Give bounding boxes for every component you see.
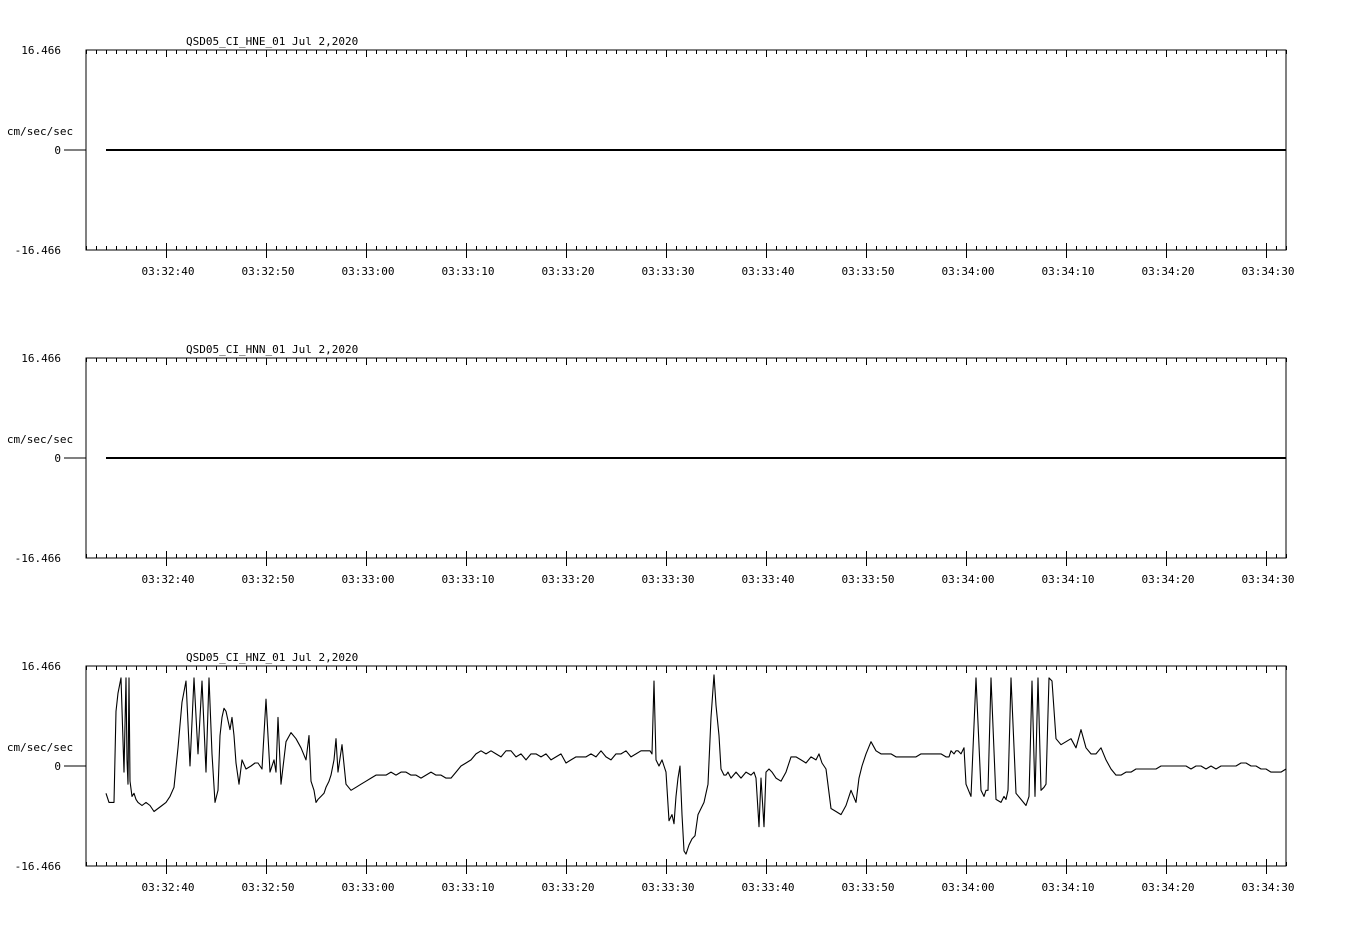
x-tick-label: 03:33:30 bbox=[641, 265, 695, 278]
x-tick-label: 03:34:00 bbox=[941, 265, 995, 278]
x-tick-label: 03:33:10 bbox=[441, 573, 495, 586]
y-tick-label: 16.466 bbox=[21, 660, 61, 673]
x-tick-label: 03:33:00 bbox=[341, 573, 395, 586]
x-tick-label: 03:33:40 bbox=[741, 881, 795, 894]
x-tick-label: 03:34:20 bbox=[1141, 573, 1195, 586]
x-tick-label: 03:34:30 bbox=[1241, 265, 1295, 278]
x-tick-label: 03:33:00 bbox=[341, 265, 395, 278]
x-tick-label: 03:33:20 bbox=[541, 881, 595, 894]
x-tick-label: 03:33:40 bbox=[741, 265, 795, 278]
panel-title: QSD05_CI_HNN_01 Jul 2,2020 bbox=[186, 343, 359, 356]
x-tick-label: 03:32:40 bbox=[141, 573, 195, 586]
x-tick-label: 03:32:50 bbox=[241, 573, 295, 586]
y-tick-label: -16.466 bbox=[14, 552, 61, 565]
y-axis-label: cm/sec/sec bbox=[6, 125, 74, 138]
x-tick-label: 03:34:10 bbox=[1041, 881, 1095, 894]
x-tick-label: 03:33:30 bbox=[641, 881, 695, 894]
y-tick-label: 0 bbox=[54, 452, 61, 465]
x-tick-label: 03:34:20 bbox=[1141, 881, 1195, 894]
y-axis-label: cm/sec/sec bbox=[6, 433, 74, 446]
y-tick-label: 16.466 bbox=[21, 352, 61, 365]
panel-title: QSD05_CI_HNZ_01 Jul 2,2020 bbox=[186, 651, 359, 664]
x-tick-label: 03:33:40 bbox=[741, 573, 795, 586]
x-tick-label: 03:33:00 bbox=[341, 881, 395, 894]
x-tick-label: 03:32:40 bbox=[141, 265, 195, 278]
y-tick-label: -16.466 bbox=[14, 244, 61, 257]
panel-title: QSD05_CI_HNE_01 Jul 2,2020 bbox=[186, 35, 359, 48]
x-tick-label: 03:33:50 bbox=[841, 881, 895, 894]
y-tick-label: 0 bbox=[54, 760, 61, 773]
x-tick-label: 03:34:00 bbox=[941, 573, 995, 586]
y-tick-label: 0 bbox=[54, 144, 61, 157]
x-tick-label: 03:33:20 bbox=[541, 573, 595, 586]
x-tick-label: 03:34:00 bbox=[941, 881, 995, 894]
x-tick-label: 03:32:40 bbox=[141, 881, 195, 894]
x-tick-label: 03:33:10 bbox=[441, 881, 495, 894]
x-tick-label: 03:32:50 bbox=[241, 881, 295, 894]
x-tick-label: 03:33:50 bbox=[841, 265, 895, 278]
y-axis-label: cm/sec/sec bbox=[6, 741, 74, 754]
x-tick-label: 03:32:50 bbox=[241, 265, 295, 278]
y-tick-label: -16.466 bbox=[14, 860, 61, 873]
x-tick-label: 03:34:30 bbox=[1241, 881, 1295, 894]
x-tick-label: 03:34:10 bbox=[1041, 573, 1095, 586]
waveform-trace bbox=[106, 675, 1286, 854]
x-tick-label: 03:33:10 bbox=[441, 265, 495, 278]
x-tick-label: 03:34:30 bbox=[1241, 573, 1295, 586]
x-tick-label: 03:33:50 bbox=[841, 573, 895, 586]
x-tick-label: 03:33:30 bbox=[641, 573, 695, 586]
y-tick-label: 16.466 bbox=[21, 44, 61, 57]
plot-frame bbox=[86, 666, 1286, 866]
x-tick-label: 03:34:10 bbox=[1041, 265, 1095, 278]
x-tick-label: 03:34:20 bbox=[1141, 265, 1195, 278]
x-tick-label: 03:33:20 bbox=[541, 265, 595, 278]
